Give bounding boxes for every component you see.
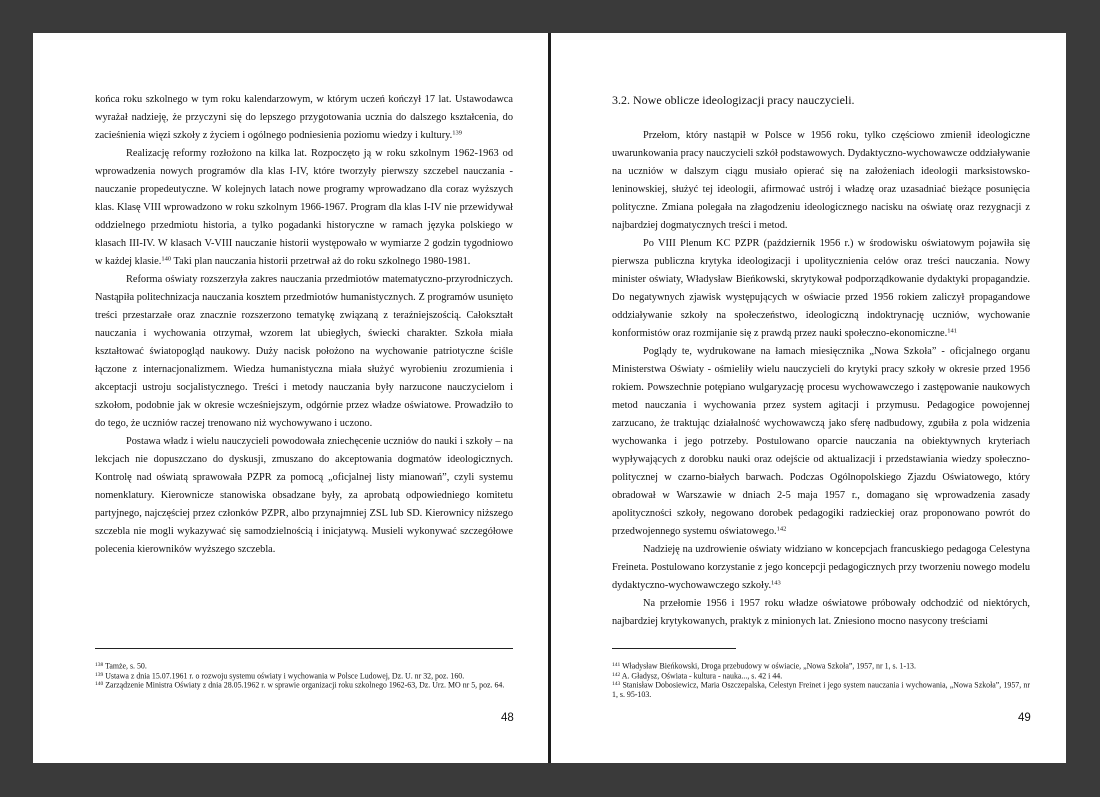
- footnote-ref[interactable]: 141: [947, 327, 957, 335]
- footnote-ref[interactable]: 142: [776, 525, 787, 533]
- page-number: 48: [501, 712, 514, 724]
- footnote-separator: [95, 648, 513, 649]
- footnote-ref[interactable]: 140: [161, 255, 172, 263]
- paragraph: Nadzieję na uzdrowienie oświaty widziano w koncepcjach francuskiego pedagoga Celestyna Freineta. Postulowano korzystanie z jego koncepcji pedagogicznych przy tworzeniu nowego modelu dydaktyczno-wychowawczego szkoły.$^{143}$: [612, 544, 1030, 591]
- footnotes: [95, 661, 513, 690]
- paragraph: końca roku szkolnego w tym roku kalendarzowym, w którym uczeń kończył 17 lat. Ustawodawca wyrażał nadzieję, że przyczyni się do lepszego przygotowania ucznia do dalszego kształcenia, do zacieśnienia więzi szkoły z życiem i ogólnego podniesienia poziomu wiedzy i kultury.$^{139}$: [95, 94, 513, 141]
- right-page: [551, 33, 1066, 763]
- footnote-ref[interactable]: 143: [771, 579, 781, 587]
- paragraph: Reforma oświaty rozszerzyła zakres nauczania przedmiotów matematyczno-przyrodniczych. Nastąpiła politechnizacja nauczania kosztem przedmiotów humanistycznych. Z programów usunięto treści przestarzałe oraz znacznie rozszerzono tematykę związaną z teraźniejszością. Całokształt nauczania i wychowania otrzymał, wzorem lat ubiegłych, świecki charakter. Szkoła miała kształtować światopogląd naukowy. Duży nacisk położono na wychowanie patriotyczne ściśle łączone z internacjonalizmem. Wiedza humanistyczna miała służyć wyrobieniu zrozumienia i akceptacji ustroju socjalistycznego. Treści i metody nauczania były narzucone nauczycielom i szkołom, podobnie jak w okresie wcześniejszym, odgórnie przez władze oświatowe. Prowadziło to do tego, że uczniów raczej trenowano niż wychowywano i uczono.: [95, 274, 513, 429]
- footnote: $^{139}$ Ustawa z dnia 15.07.1961 r. o rozwoju systemu oświaty i wychowania w Polsce Ludowej, Dz. U. nr 32, poz. 160.: [95, 671, 465, 681]
- footnote: $^{138}$ Tamże, s. 50.: [95, 661, 147, 671]
- section-heading: 3.2. Nowe oblicze ideologizacji pracy nauczycieli.: [612, 93, 855, 107]
- paragraph: Realizację reformy rozłożono na kilka lat. Rozpoczęto ją w roku szkolnym 1962-1963 od wprowadzenia nowych programów dla klas I-IV, które tworzyły pierwszy szczebel nauczania - nauczanie propedeutyczne. W kolejnych latach nowe programy wprowadzano dla coraz wyższych klas. Klasę VIII wprowadzono w roku szkolnym 1966-1967. Program dla klas I-IV nie przewidywał oddzielnego przedmiotu historia, a tylko pogadanki historyczne w ramach języka polskiego w klasach III-IV. W klasach V-VIII nauczanie historii występowało w wymiarze 2 godzin tygodniowo w każdej klasie.$^{140}$ Taki plan nauczania historii przetrwał aż do roku szkolnego 1980-1981.: [95, 148, 513, 267]
- footnote: $^{142}$ A. Gładysz, Oświata - kultura - nauka..., s. 42 i 44.: [612, 671, 783, 681]
- footnote-ref[interactable]: 139: [452, 129, 462, 137]
- paragraph: Poglądy te, wydrukowane na łamach miesięcznika „Nowa Szkoła” - oficjalnego organu Ministerstwa Oświaty - ośmieliły wielu nauczycieli do krytyki pracy szkoły w okresie przed 1956 rokiem. Powszechnie potępiano wulgaryzację procesu wychowawczego i zastępowanie naukowych metod nauczania i wychowania przez system agitacji i przymusu. Pedagogice powojennej zarzucano, że traktując działalność wychowawczą jako sferę nadbudowy, zgubiła z pola widzenia wychowanka i jego potrzeby. Postulowano oparcie nauczania na obiektywnych kryteriach wypływających z dorobku nauki oraz odejście od aktualizacji i przedstawiania wiedzy społeczno-politycznej w czarno-białych barwach. Podczas Ogólnopolskiego Zjazdu Oświatowego, który obradował w Warszawie w dniach 2-5 maja 1957 r., domagano się wprowadzenia zasady apolityczności szkoły, negowano dorobek pedagogiki radzieckiej oraz proponowano powrót do przedwojennego systemu oświatowego.$^{142}$: [612, 346, 1030, 537]
- footnote-separator: [612, 648, 736, 649]
- paragraph: Na przełomie 1956 i 1957 roku władze oświatowe próbowały odchodzić od niektórych, najbardziej krytykowanych, praktyk z minionych lat. Zniesiono mocno nasycony treściami: [612, 598, 1030, 627]
- right-body-text: [612, 127, 1030, 631]
- footnote: $^{141}$ Władysław Bieńkowski, Droga przebudowy w oświacie, „Nowa Szkoła”, 1957, nr 1, s. 1-13.: [612, 661, 916, 671]
- left-body-text: [95, 91, 513, 559]
- footnote: $^{140}$ Zarządzenie Ministra Oświaty z dnia 28.05.1962 r. w sprawie organizacji roku szkolnego 1962-63, Dz. Urz. MO nr 5, poz. 64.: [95, 680, 505, 690]
- paragraph: Postawa władz i wielu nauczycieli powodowała zniechęcenie uczniów do nauki i szkoły – na lekcjach nie dopuszczano do dyskusji, zmuszano do akceptowania dogmatów ideologicznych. Kontrolę nad oświatą sprawowała PZPR za pomocą „oficjalnej listy mianowań”, czyli systemu nomenklatury. Kierownicze stanowiska obsadzane były, za aprobatą odpowiedniego komitetu partyjnego, najczęściej przez członków PZPR, albo przynajmniej ZSL lub SD. Kierownicy niższego szczebla nie mogli wykazywać się samodzielnością i inicjatywą. Musieli wykonywać szczegółowe polecenia kierowników wyższego szczebla.: [95, 436, 513, 555]
- footnotes: [612, 661, 1030, 699]
- paragraph: Po VIII Plenum KC PZPR (październik 1956 r.) w środowisku oświatowym pojawiła się pierwsza publiczna krytyka ideologizacji i upolitycznienia celów oraz treści nauczania. Nowy minister oświaty, Władysław Bieńkowski, skrytykował podporządkowanie dydaktyki propagandzie. Do negatywnych zjawisk występujących w oświacie przed 1956 rokiem zaliczył propagandowe oddziaływanie szkoły na społeczeństwo, ideologiczną indoktrynację uczniów, wychowanie konformistów oraz rozmijanie się z prawdą przez nauki społeczno-ekonomiczne.$^{141}$: [612, 238, 1030, 339]
- page-number: 49: [1018, 712, 1031, 724]
- left-page: [33, 33, 548, 763]
- paragraph: Przełom, który nastąpił w Polsce w 1956 roku, tylko częściowo zmienił ideologiczne uwarunkowania pracy nauczycieli szkół podstawowych. Dydaktyczno-wychowawcze oddziaływanie na uczniów w dalszym ciągu musiało opierać się na założeniach ideologii marksistowsko-leninowskiej, służyć tej ideologii, afirmować ustrój i władzę oraz uzasadniać bieżące posunięcia polityczne. Zmiana polegała na złagodzeniu ideologicznego nacisku na oświatę oraz rezygnacji z najbardziej dogmatycznych treści i metod.: [612, 130, 1030, 231]
- footnote: $^{143}$ Stanisław Dobosiewicz, Maria Oszczepalska, Celestyn Freinet i jego system nauczania i wychowania, „Nowa Szkoła”, 1957, nr 1, s. 95-103.: [612, 680, 1030, 700]
